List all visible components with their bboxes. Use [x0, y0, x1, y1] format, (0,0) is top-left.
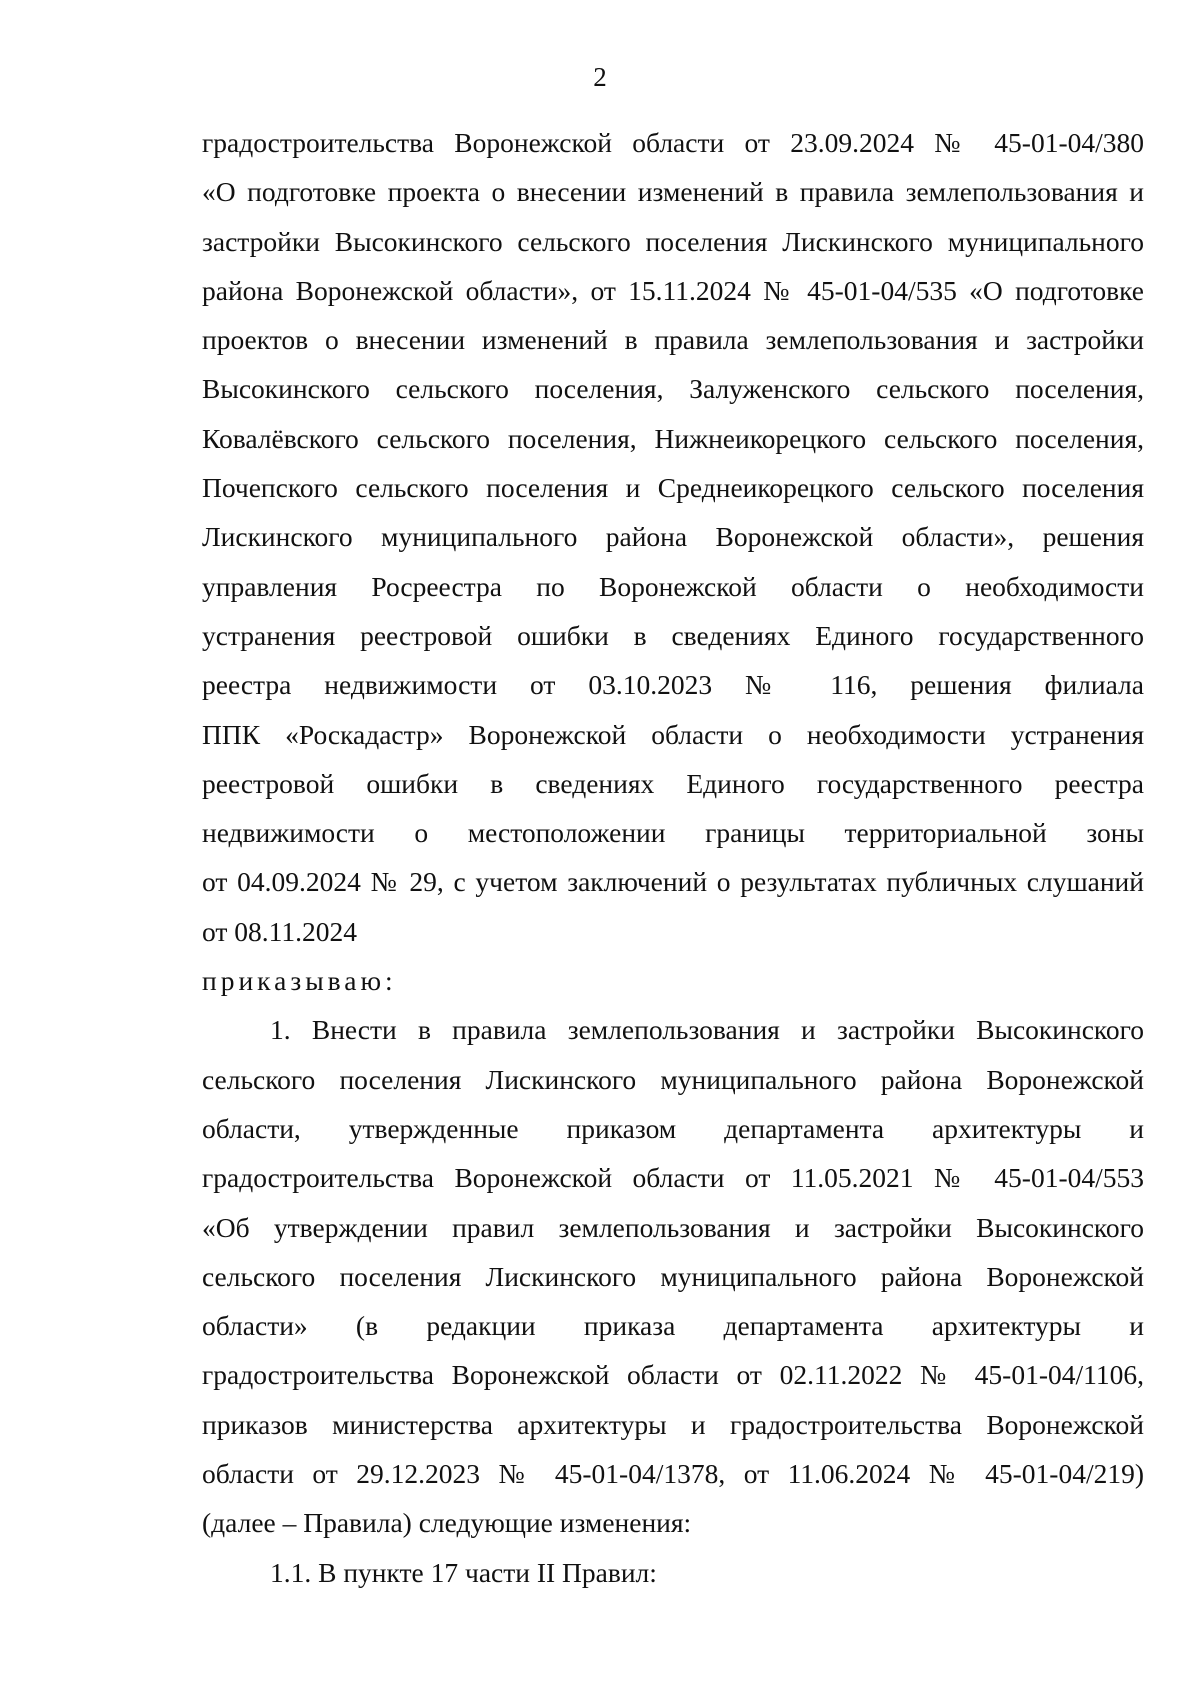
- item-1-line: «Об утверждении правил землепользования и застройки Высокинского: [202, 1211, 1144, 1243]
- text-line: Почепского сельского поселения и Среднеикорецкого сельского поселения: [202, 472, 1144, 504]
- item-1-line: 1. Внести в правила землепользования и застройки Высокинского: [270, 1014, 1144, 1046]
- page-number: 2: [593, 62, 607, 92]
- text-line: реестровой ошибки в сведениях Единого государственного реестра: [202, 767, 1144, 799]
- text-line: устранения реестровой ошибки в сведениях Единого государственного: [202, 619, 1144, 651]
- text-line: Лискинского муниципального района Воронежской области», решения: [202, 521, 1144, 553]
- text-line: района Воронежской области», от 15.11.2024 № 45-01-04/535 «О подготовке: [202, 274, 1144, 306]
- document-body: [202, 118, 1144, 1597]
- item-1-line: сельского поселения Лискинского муниципального района Воронежской: [202, 1063, 1144, 1095]
- item-1-line: градостроительства Воронежской области от 11.05.2021 № 45-01-04/553: [202, 1162, 1144, 1194]
- item-1-line: области, утвержденные приказом департамента архитектуры и: [202, 1112, 1144, 1144]
- text-line: ППК «Роскадастр» Воронежской области о необходимости устранения: [202, 718, 1144, 750]
- item-1-line: (далее – Правила) следующие изменения:: [202, 1507, 692, 1539]
- text-line: управления Росреестра по Воронежской области о необходимости: [202, 570, 1144, 602]
- item-1-line: градостроительства Воронежской области от 02.11.2022 № 45-01-04/1106,: [202, 1359, 1144, 1391]
- item-1-line: сельского поселения Лискинского муниципального района Воронежской: [202, 1260, 1144, 1292]
- text-line: недвижимости о местоположении границы территориальной зоны: [202, 817, 1144, 849]
- item-1-line: области» (в редакции приказа департамента архитектуры и: [202, 1310, 1144, 1342]
- text-line: проектов о внесении изменений в правила землепользования и застройки: [202, 324, 1144, 356]
- item-1-1-heading: 1.1. В пункте 17 части II Правил:: [270, 1556, 657, 1588]
- text-line: Высокинского сельского поселения, Залуженского сельского поселения,: [202, 373, 1144, 405]
- item-1-line: приказов министерства архитектуры и градостроительства Воронежской: [202, 1408, 1144, 1440]
- order-word: приказываю:: [202, 965, 397, 997]
- item-1-line: области от 29.12.2023 № 45-01-04/1378, от 11.06.2024 № 45-01-04/219): [202, 1458, 1144, 1490]
- text-line: «О подготовке проекта о внесении изменений в правила землепользования и: [202, 176, 1144, 208]
- text-line: застройки Высокинского сельского поселения Лискинского муниципального: [202, 225, 1144, 257]
- text-line: от 08.11.2024: [202, 915, 358, 947]
- text-line: реестра недвижимости от 03.10.2023 № 116, решения филиала: [202, 669, 1144, 701]
- text-line: Ковалёвского сельского поселения, Нижнеикорецкого сельского поселения,: [202, 422, 1144, 454]
- text-line: от 04.09.2024 № 29, с учетом заключений о результатах публичных слушаний: [202, 866, 1144, 898]
- text-line: градостроительства Воронежской области от 23.09.2024 № 45-01-04/380: [202, 127, 1144, 158]
